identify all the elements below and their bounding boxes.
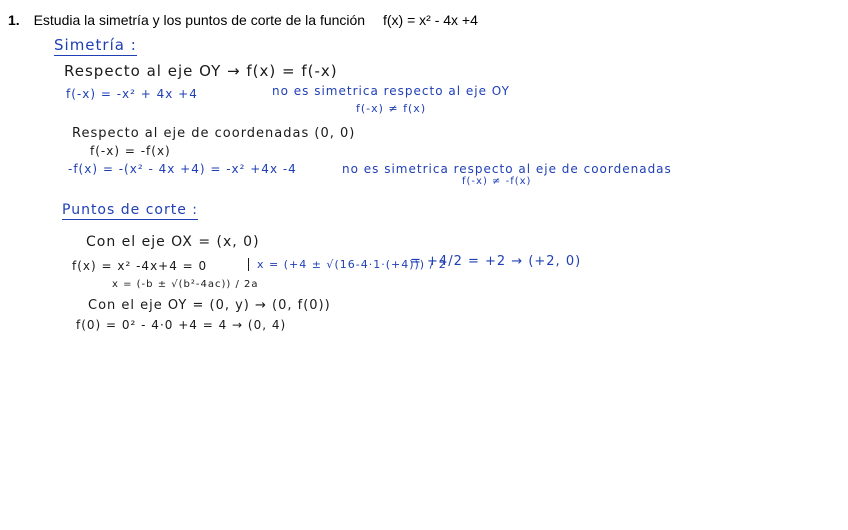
exercise-function: f(x) = x² - 4x +4 [382, 12, 478, 28]
exercise-title: Estudia la simetría y los puntos de corte de la función [33, 12, 366, 28]
oy-symmetry-neq: f(-x) ≠ f(x) [356, 102, 427, 115]
oy-symmetry-heading: Respecto al eje OY → f(x) = f(-x) [64, 62, 338, 80]
ox-cut-solution: x = (+4 ± √(16-4·1·(+4))) / 2 [248, 258, 447, 271]
oy-cut-heading: Con el eje OY = (0, y) → (0, f(0)) [88, 298, 331, 313]
origin-symmetry-rule: f(-x) = -f(x) [90, 144, 171, 158]
origin-symmetry-calc: -f(x) = -(x² - 4x +4) = -x² +4x -4 [68, 162, 297, 176]
ox-cut-result: = +4/2 = +2 → (+2, 0) [410, 254, 582, 269]
origin-symmetry-heading: Respecto al eje de coordenadas (0, 0) [72, 126, 356, 141]
exercise-number: 1. [8, 12, 20, 28]
oy-cut-calc: f(0) = 0² - 4·0 +4 = 4 → (0, 4) [76, 318, 287, 332]
exercise-header [8, 12, 478, 28]
cortes-heading: Puntos de corte : [62, 202, 198, 218]
origin-symmetry-neq: f(-x) ≠ -f(x) [462, 176, 532, 187]
origin-symmetry-conclusion: no es simetrica respecto al eje de coordenadas [342, 162, 672, 176]
quadratic-formula: x = (-b ± √(b²-4ac)) / 2a [112, 279, 259, 290]
simetria-heading: Simetría : [54, 36, 137, 54]
oy-symmetry-conclusion: no es simetrica respecto al eje OY [272, 84, 510, 98]
oy-symmetry-calc: f(-x) = -x² + 4x +4 [66, 87, 198, 101]
ox-cut-heading: Con el eje OX = (x, 0) [86, 234, 260, 250]
ox-cut-equation: f(x) = x² -4x+4 = 0 [72, 259, 208, 273]
